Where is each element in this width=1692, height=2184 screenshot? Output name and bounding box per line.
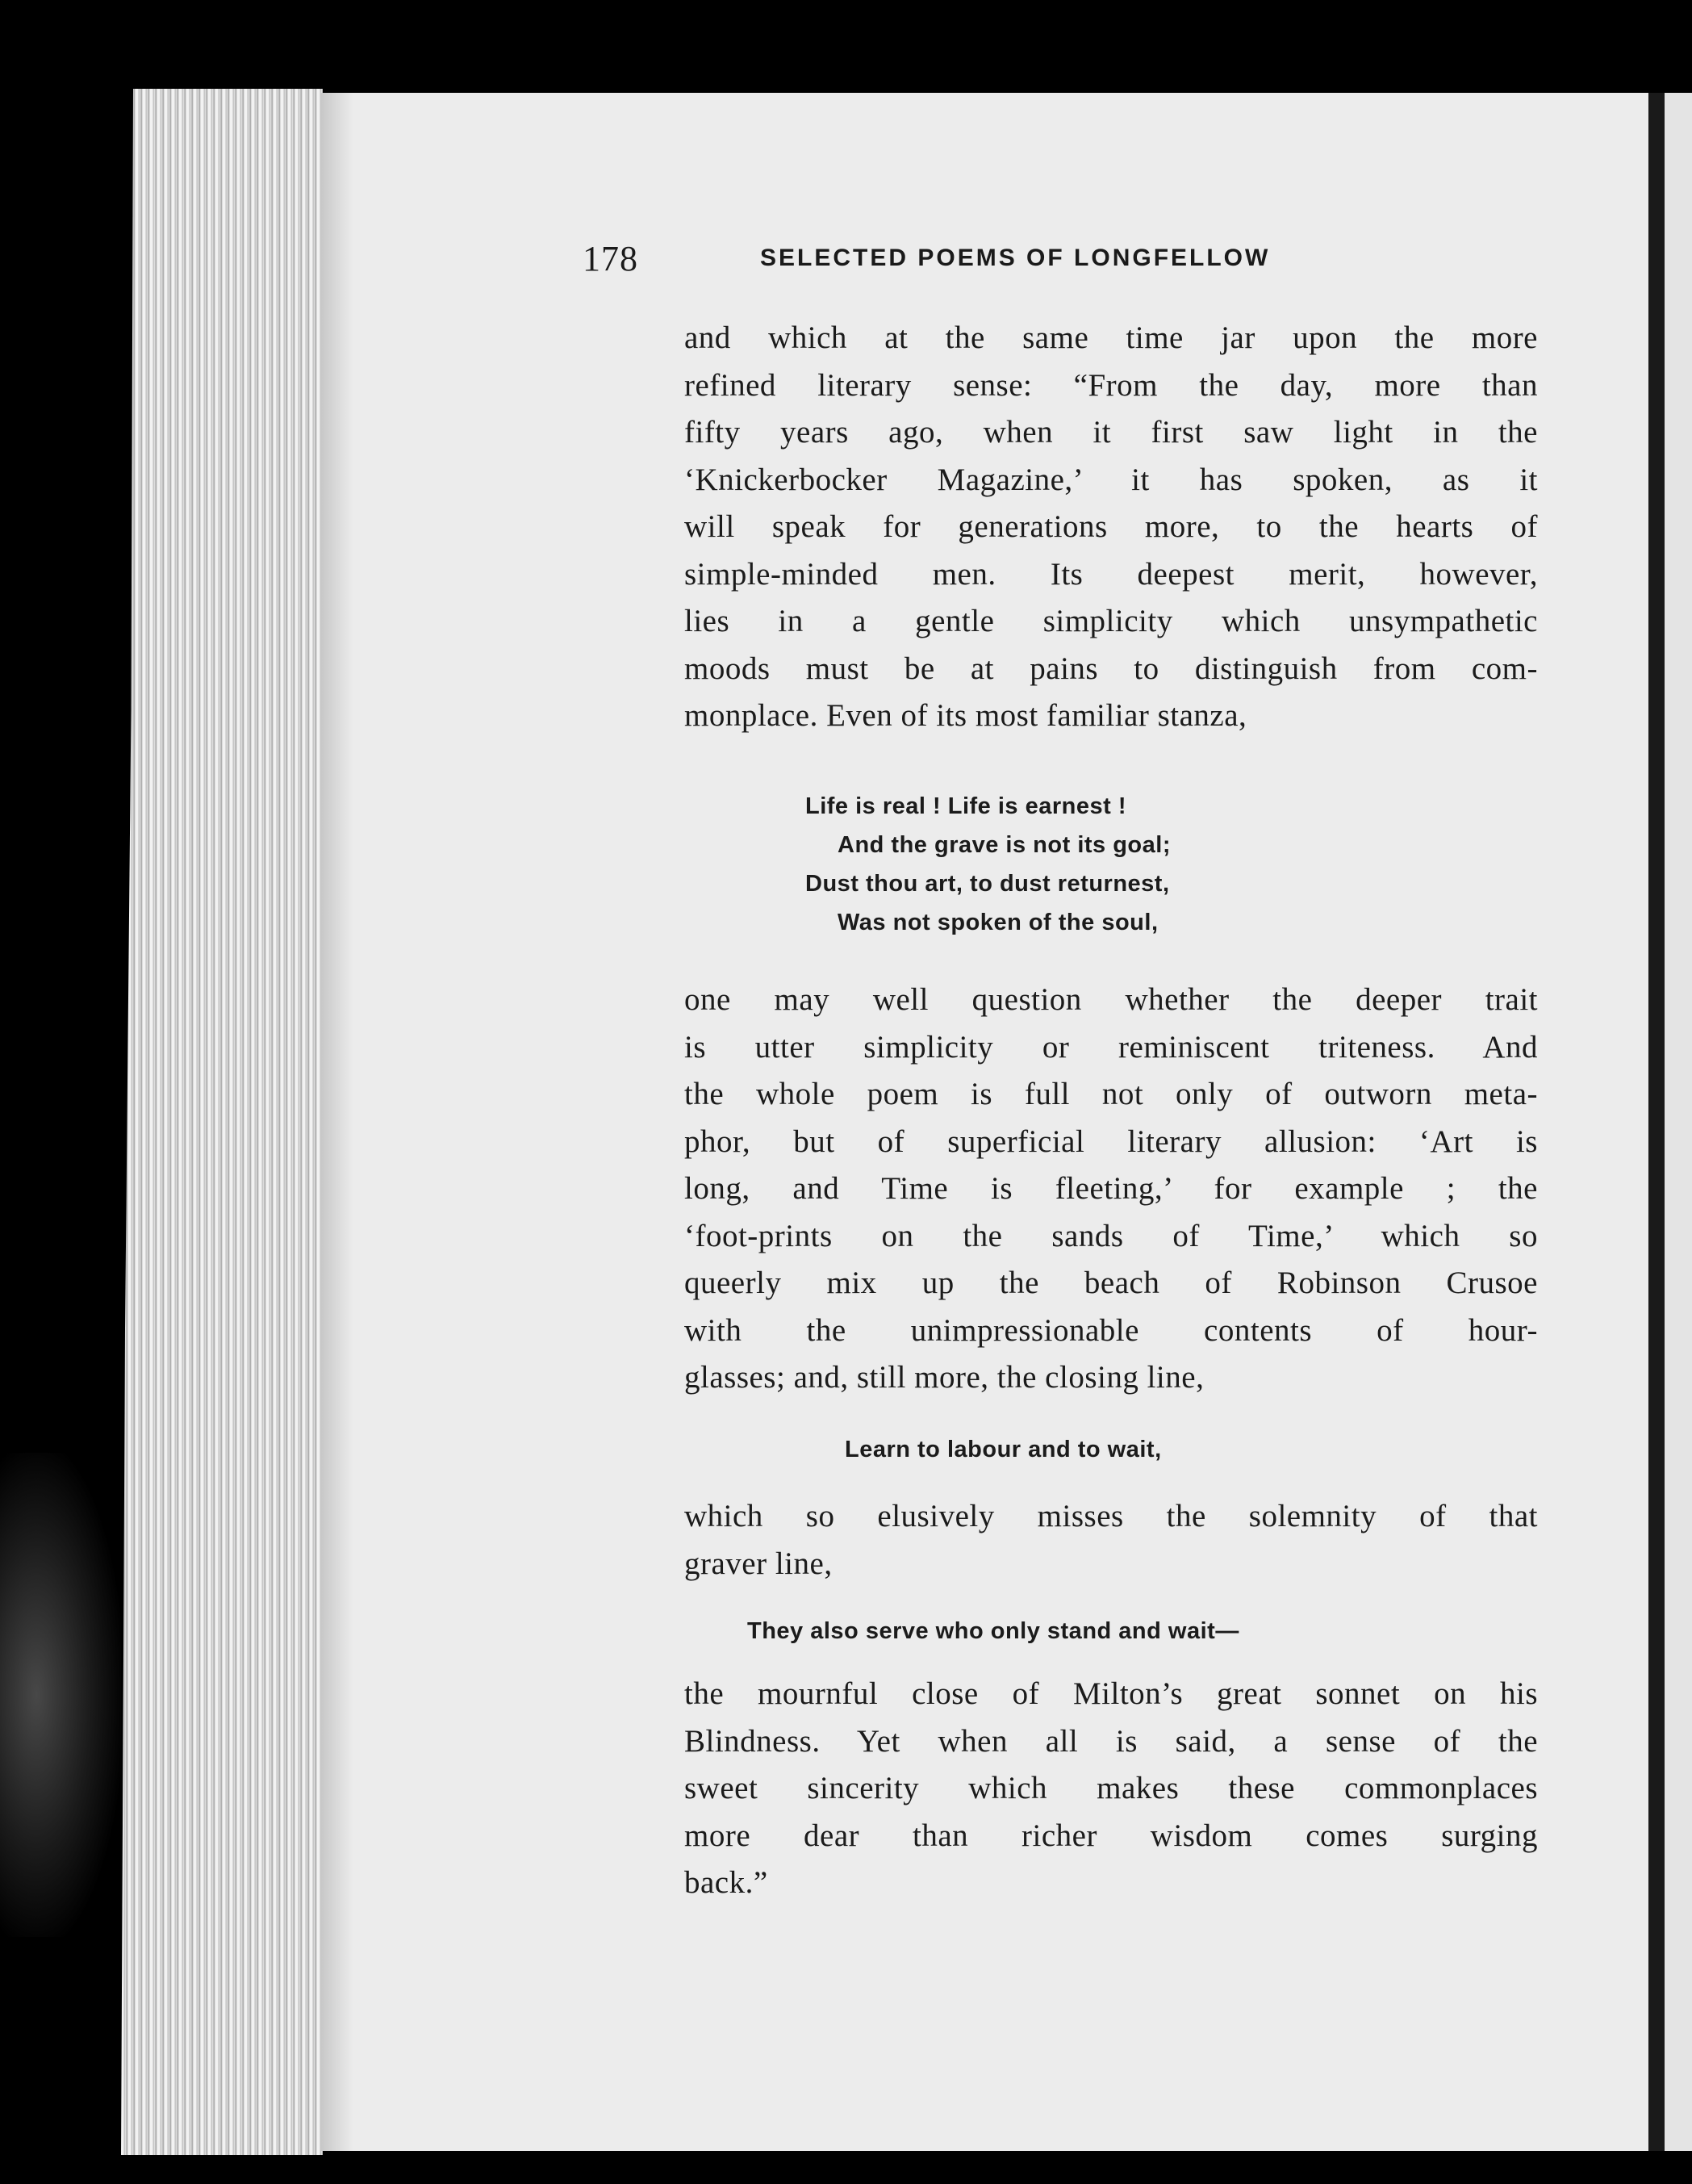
- paragraph-2: [684, 977, 1538, 1402]
- text-line: graver line,: [684, 1546, 833, 1581]
- text-line: the mournful close of Milton’s great sonnet on his: [684, 1676, 1538, 1711]
- verse-quotation-3: [747, 1612, 1239, 1651]
- text-line: back.”: [684, 1865, 768, 1900]
- verse-quotation-1: [805, 787, 1171, 942]
- text-line: will speak for generations more, to the hearts of: [684, 509, 1538, 544]
- verse-line: They also serve who only stand and wait—: [747, 1618, 1239, 1644]
- text-line: lies in a gentle simplicity which unsympathetic: [684, 604, 1538, 638]
- text-line: queerly mix up the beach of Robinson Crusoe: [684, 1266, 1538, 1300]
- page-header: [583, 238, 1535, 278]
- verse-line: Learn to labour and to wait,: [845, 1437, 1162, 1462]
- text-line: which so elusively misses the solemnity of that: [684, 1499, 1538, 1533]
- paragraph-4: [684, 1671, 1538, 1907]
- paragraph-3: [684, 1493, 1538, 1588]
- paragraph-1: [684, 315, 1538, 740]
- verse-line: Was not spoken of the soul,: [838, 910, 1159, 935]
- page-edges: [121, 89, 323, 2155]
- facing-page-edge: [1665, 93, 1692, 2151]
- text-line: with the unimpressionable contents of hour-: [684, 1312, 1538, 1348]
- verse-line: Dust thou art, to dust returnest,: [805, 871, 1170, 897]
- text-line: ‘foot-prints on the sands of Time,’ which so: [684, 1218, 1538, 1253]
- running-head: SELECTED POEMS OF LONGFELLOW: [760, 245, 1271, 271]
- text-line: simple-minded men. Its deepest merit, however,: [684, 556, 1538, 592]
- text-line: is utter simplicity or reminiscent triteness. And: [684, 1029, 1538, 1065]
- page-gutter-shadow: [321, 93, 353, 2151]
- text-line: monplace. Even of its most familiar stanza,: [684, 698, 1247, 733]
- text-line: one may well question whether the deeper trait: [684, 982, 1538, 1017]
- text-line: moods must be at pains to distinguish from com-: [684, 651, 1538, 686]
- page-number: 178: [583, 239, 638, 278]
- text-line: the whole poem is full not only of outworn meta-: [684, 1077, 1538, 1111]
- text-line: ‘Knickerbocker Magazine,’ it has spoken, as it: [684, 462, 1538, 497]
- text-line: sweet sincerity which makes these commonplaces: [684, 1771, 1538, 1805]
- verse-quotation-2: [845, 1430, 1162, 1469]
- verse-line: Life is real ! Life is earnest !: [805, 793, 1126, 819]
- text-line: glasses; and, still more, the closing line,: [684, 1360, 1205, 1395]
- text-line: fifty years ago, when it first saw light in the: [684, 415, 1538, 450]
- text-line: and which at the same time jar upon the more: [684, 320, 1538, 355]
- verse-line: And the grave is not its goal;: [838, 832, 1171, 858]
- text-line: more dear than richer wisdom comes surging: [684, 1818, 1538, 1853]
- text-line: refined literary sense: “From the day, more than: [684, 367, 1538, 403]
- text-line: Blindness. Yet when all is said, a sense of the: [684, 1723, 1538, 1759]
- right-page-border: [1648, 93, 1665, 2151]
- text-line: long, and Time is fleeting,’ for example ; the: [684, 1171, 1538, 1206]
- background-shadow: [0, 1453, 121, 1937]
- text-line: phor, but of superficial literary allusion: ‘Art is: [684, 1123, 1538, 1159]
